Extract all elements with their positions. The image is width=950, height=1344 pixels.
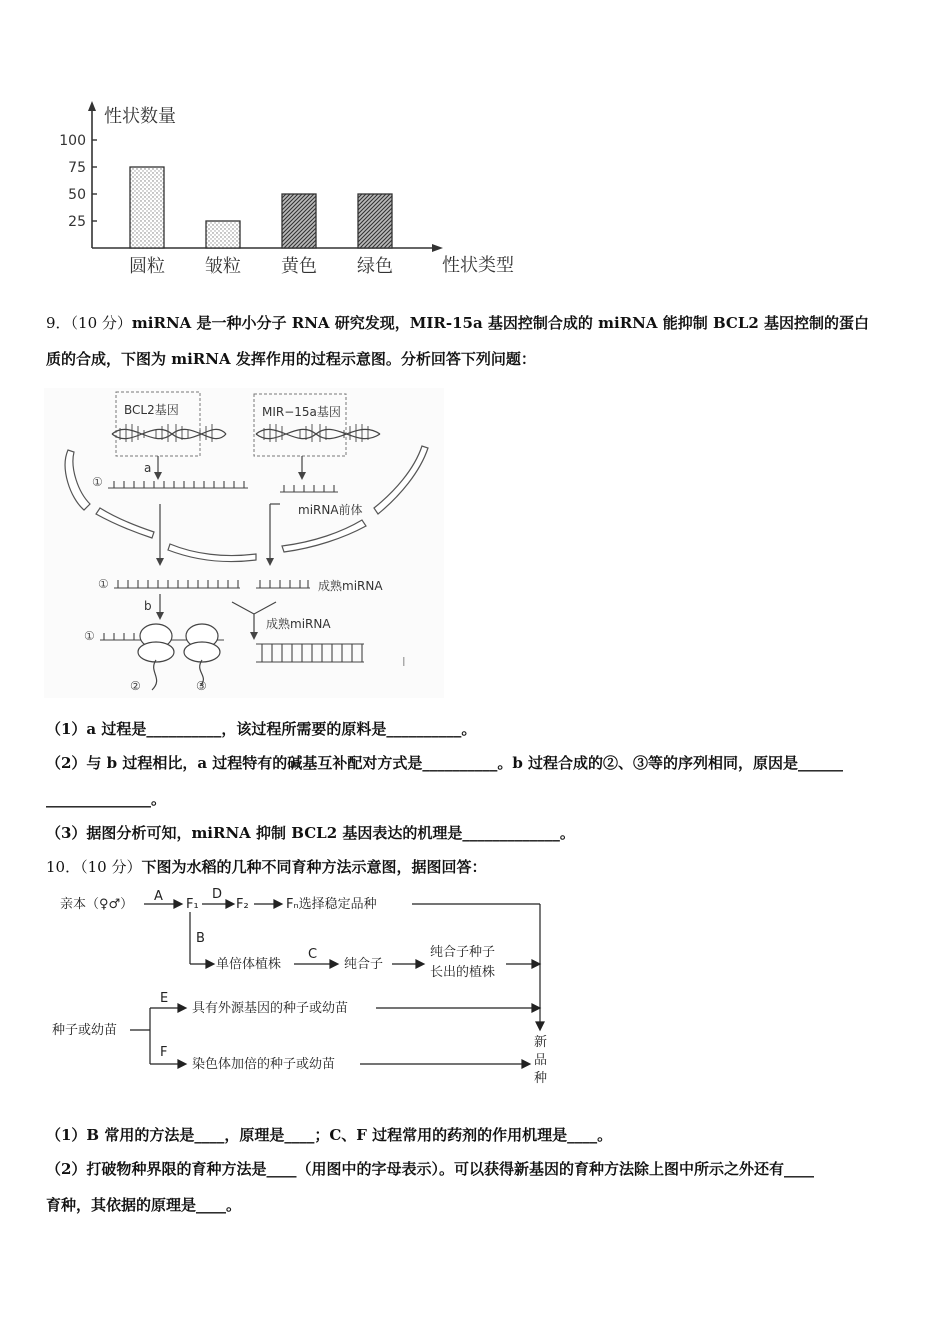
category-label: 绿色 [357, 256, 393, 277]
new-1: 新 [534, 1035, 548, 1050]
q10-text: 下图为水稻的几种不同育种方法示意图，据图回答： [141, 858, 487, 876]
label-A: A [154, 889, 163, 904]
doubled-label: 染色体加倍的种子或幼苗 [192, 1057, 336, 1072]
y-axis-arrow [88, 101, 96, 111]
q10-number: 10． [46, 858, 81, 876]
category-label: 黄色 [281, 256, 317, 277]
y-tick-label: 100 [59, 133, 86, 149]
q9-score: （10 分） [70, 314, 132, 332]
homo-seed-line1: 纯合子种子 [430, 945, 496, 960]
bar-黄色 [282, 194, 316, 248]
circle-1-top: ① [92, 475, 103, 489]
q9-line2: 质的合成，下图为 miRNA 发挥作用的过程示意图。分析回答下列问题： [46, 350, 536, 368]
homo-seed-line2: 长出的植株 [430, 965, 496, 980]
label-E: E [160, 991, 169, 1006]
q9-line1 [46, 312, 869, 333]
x-axis-label: 性状类型 [442, 255, 514, 276]
label-a: a [144, 461, 152, 475]
haploid-label: 单倍体植株 [216, 957, 282, 972]
new-3: 种 [534, 1071, 548, 1086]
y-tick-label: 50 [68, 187, 86, 203]
label-C: C [308, 947, 318, 962]
mature-mirna-label-1: 成熟miRNA [318, 579, 383, 593]
q9-sub1: （1）a 过程是__________，该过程所需要的原料是__________。 [46, 720, 477, 738]
q9-sub2-line1: （2）与 b 过程相比，a 过程特有的碱基互补配对方式是__________。b 过程合成的②、③等的序列相同，原因是______ [46, 754, 844, 772]
q9-sub2-line2: ______________。 [46, 790, 167, 808]
new-2: 品 [534, 1053, 548, 1068]
circle-3: ③ [196, 679, 207, 693]
q10-sub2-line1: （2）打破物种界限的育种方法是____（用图中的字母表示）。可以获得新基因的育种方法除上图中所示之外还有____ [46, 1160, 814, 1178]
category-label: 圆粒 [129, 256, 165, 277]
breeding-diagram [46, 884, 556, 1094]
label-F1: F₁ [186, 897, 199, 912]
q10-sub2-line2: 育种，其依据的原理是____。 [46, 1196, 242, 1214]
q10-sub1: （1）B 常用的方法是____，原理是____；C、F 过程常用的药剂的作用机理是____。 [46, 1126, 613, 1144]
bcl2-gene-label: BCL2基因 [124, 403, 179, 417]
q9-sub3: （3）据图分析可知，miRNA 抑制 BCL2 基因表达的机理是_____________。 [46, 824, 575, 842]
circle-2: ② [130, 679, 141, 693]
bar-皱粒 [206, 221, 240, 248]
bar-chart [40, 96, 560, 286]
y-tick-label: 25 [68, 214, 86, 230]
label-D: D [212, 887, 223, 902]
mature-mirna-label-2: 成熟miRNA [266, 617, 331, 631]
x-axis-arrow [432, 244, 443, 252]
seed-label: 种子或幼苗 [52, 1023, 118, 1038]
y-axis-label: 性状数量 [104, 106, 176, 127]
homozygote-label: 纯合子 [344, 957, 384, 972]
label-B: B [196, 931, 205, 946]
bar-圆粒 [130, 167, 164, 248]
q10-score: （10 分） [80, 858, 142, 876]
foreign-label: 具有外源基因的种子或幼苗 [192, 1001, 349, 1016]
q9-number: 9． [46, 314, 71, 332]
label-F2: F₂ [236, 897, 249, 912]
mir15a-gene-label: MIR−15a基因 [262, 405, 341, 419]
label-Fn: Fₙ选择稳定品种 [286, 897, 377, 912]
circle-1-mid: ① [98, 577, 109, 591]
bar-绿色 [358, 194, 392, 248]
label-F: F [160, 1045, 168, 1060]
q10-line1 [46, 856, 486, 877]
mirna-precursor-label: miRNA前体 [298, 503, 363, 517]
small-i-mark: I [402, 655, 406, 669]
y-tick-label: 75 [68, 160, 86, 176]
q9-text-1: miRNA 是一种小分子 RNA 研究发现，MIR-15a 基因控制合成的 miRNA 能抑制 BCL2 基因控制的蛋白 [131, 314, 870, 332]
label-b: b [144, 599, 152, 613]
mirna-diagram [44, 388, 444, 698]
circle-1-bottom: ① [84, 629, 95, 643]
category-label: 皱粒 [205, 256, 241, 277]
parent-label: 亲本（♀♂） [60, 897, 134, 912]
